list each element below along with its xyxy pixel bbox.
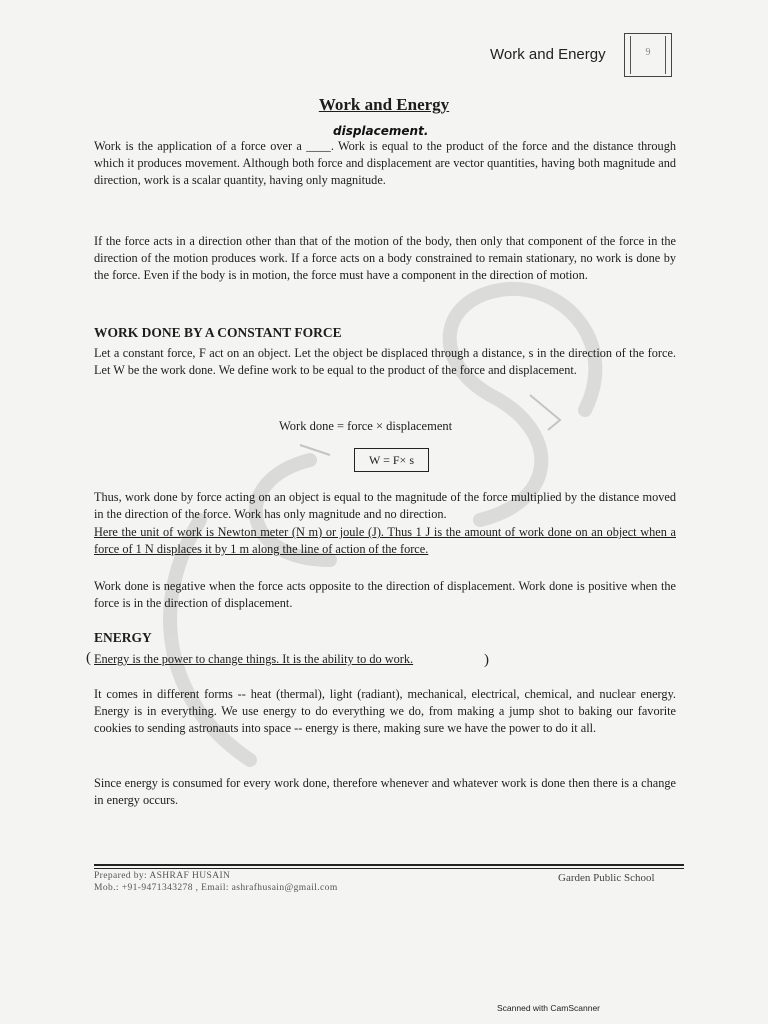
- work-result-paragraph: Thus, work done by force acting on an object is equal to the magnitude of the force multiplied by the distance moved in the direction of the force. Work has only magnitude and no direction.: [94, 490, 676, 522]
- header-title: Work and Energy: [490, 46, 606, 63]
- intro-paragraph: Work is the application of a force over a ____. Work is equal to the product of the force and the distance through which it produces movement. Although both force and displacement are vector quantities, having both magnitude and direction, work is a scalar quantity, having only magnitude.: [94, 139, 676, 188]
- scanner-label: Scanned with CamScanner: [497, 1003, 601, 1013]
- page-number: 9: [645, 47, 651, 58]
- handwritten-bracket-left: (: [86, 650, 91, 666]
- footer-credits: [94, 870, 338, 894]
- energy-forms-paragraph: It comes in different forms -- heat (thermal), light (radiant), mechanical, electrical, chemical, and nuclear energy. Energy is in everything. We use energy to do everything we do, from making a jump shot to baking our favorite cookies to sending astronauts into space -- energy is there, making sure we have the power to do it all.: [94, 687, 676, 736]
- energy-definition: Energy is the power to change things. It is the ability to do work.: [94, 652, 414, 666]
- work-sign-paragraph: Work done is negative when the force acts opposite to the direction of displacement. Work done is positive when the force is in the direction of displacement.: [94, 579, 676, 611]
- unit-of-work-paragraph: Here the unit of work is Newton meter (N m) or joule (J). Thus 1 J is the amount of work done on an object when a force of 1 N displaces it by 1 m along the line of action of the force.: [94, 525, 676, 557]
- constant-force-paragraph: Let a constant force, F act on an object. Let the object be displaced through a distance, s in the direction of the force. Let W be the work done. We define work to be equal to the product of the force and displacement.: [94, 346, 676, 378]
- direction-paragraph: If the force acts in a direction other than that of the motion of the body, then only that component of the force in the direction of the motion produces work. If a force acts on a body constrained to remain stationary, no work is done by the force. Even if the body is in motion, the force must have a component in the direction of motion.: [94, 234, 676, 283]
- heading-constant-force: WORK DONE BY A CONSTANT FORCE: [94, 325, 342, 340]
- footer-rule-thin: [94, 868, 684, 869]
- energy-consumption-paragraph: Since energy is consumed for every work done, therefore whenever and whatever work is done then there is a change in energy occurs.: [94, 776, 676, 808]
- heading-energy: ENERGY: [94, 630, 152, 645]
- prepared-by: Prepared by: ASHRAF HUSAIN: [94, 871, 231, 881]
- handwritten-bracket-right: ): [484, 652, 489, 668]
- school-name: Garden Public School: [558, 872, 655, 884]
- document-title: Work and Energy: [318, 95, 450, 114]
- contact-info: Mob.: +91-9471343278 , Email: ashrafhusain@gmail.com: [94, 883, 338, 893]
- work-formula-text: Work done = force × displacement: [279, 419, 453, 433]
- work-formula-box: W = F× s: [354, 448, 429, 472]
- footer-rule: [94, 864, 684, 866]
- page-number-box: [624, 33, 672, 77]
- handwritten-note: displacement.: [333, 124, 429, 138]
